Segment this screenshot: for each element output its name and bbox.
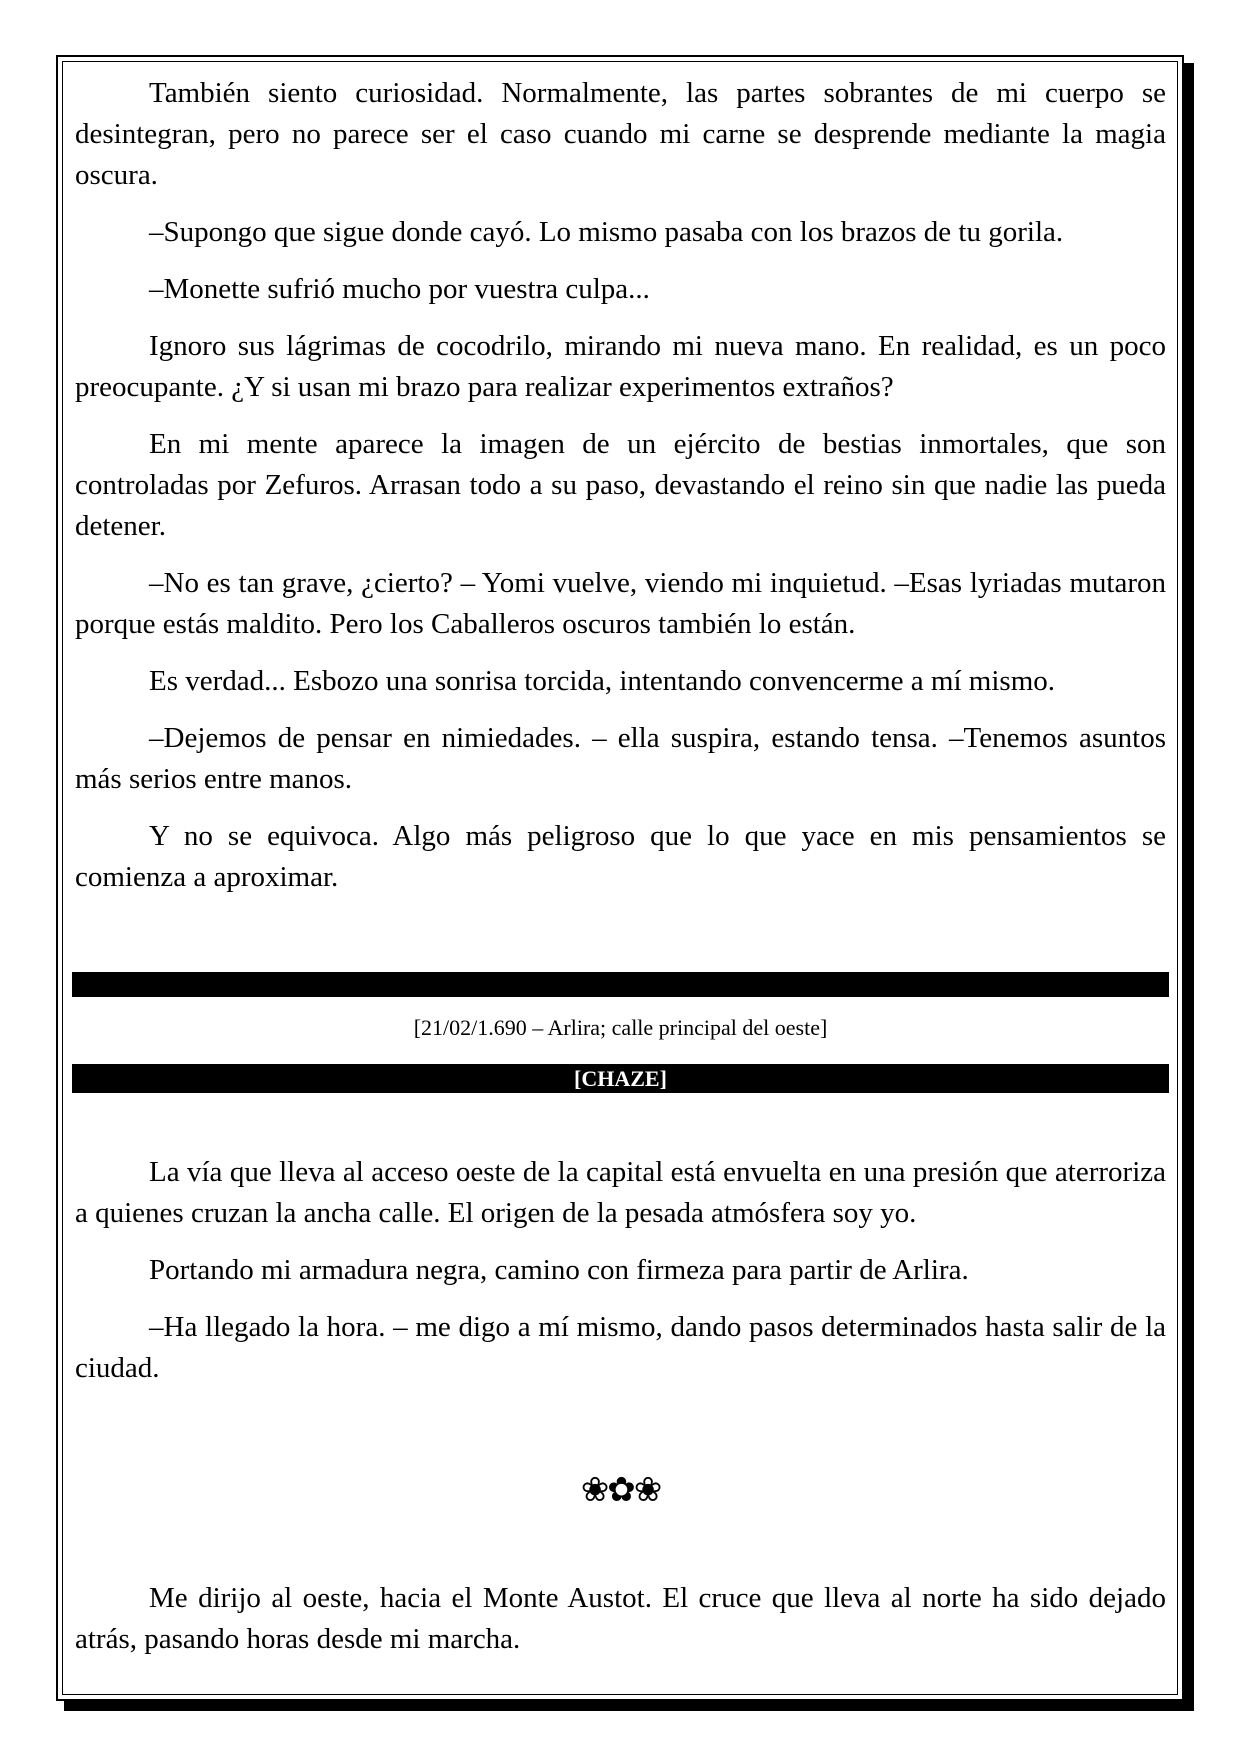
flower-ornament-divider: ❀✿❀ (580, 1470, 661, 1510)
paragraph: –Monette sufrió mucho por vuestra culpa... (149, 273, 650, 305)
paragraph: –No es tan grave, ¿cierto? – Yomi vuelve, viendo mi inquietud. –Esas lyriadas mutaron porque estás maldito. Pero los Caballeros oscuros también lo están. (75, 567, 1166, 640)
paragraph: Y no se equivoca. Algo más peligroso que lo que yace en mis pensamientos se comienza a aproximar. (75, 820, 1166, 893)
section-2-text (75, 1152, 1166, 1405)
paragraph: –Ha llegado la hora. – me digo a mí mismo, dando pasos determinados hasta salir de la ciudad. (75, 1311, 1166, 1384)
paragraph: Me dirijo al oeste, hacia el Monte Austot. El cruce que lleva al norte ha sido dejado atrás, pasando horas desde mi marcha. (75, 1582, 1166, 1655)
paragraph: En mi mente aparece la imagen de un ejército de bestias inmortales, que son controladas por Zefuros. Arrasan todo a su paso, devastando el reino sin que nadie las pueda detener. (75, 428, 1166, 542)
paragraph: Es verdad... Esbozo una sonrisa torcida, intentando convencerme a mí mismo. (149, 665, 1055, 697)
paragraph: Portando mi armadura negra, camino con firmeza para partir de Arlira. (149, 1254, 969, 1286)
scene-date-location: [21/02/1.690 – Arlira; calle principal del oeste] (413, 1015, 828, 1040)
paragraph: También siento curiosidad. Normalmente, las partes sobrantes de mi cuerpo se desintegran, pero no parece ser el caso cuando mi carne se desprende mediante la magia oscura. (75, 77, 1166, 191)
section-3-text (75, 1578, 1166, 1676)
scene-character-bar (72, 1064, 1169, 1093)
paragraph: Ignoro sus lágrimas de cocodrilo, mirando mi nueva mano. En realidad, es un poco preocupante. ¿Y si usan mi brazo para realizar experimentos extraños? (75, 330, 1166, 403)
paragraph: –Dejemos de pensar en nimiedades. – ella suspira, estando tensa. –Tenemos asuntos más serios entre manos. (75, 722, 1166, 795)
scene-divider-bar (72, 972, 1169, 997)
paragraph: –Supongo que sigue donde cayó. Lo mismo pasaba con los brazos de tu gorila. (149, 216, 1064, 248)
scene-character-name: [CHAZE] (574, 1066, 667, 1091)
paragraph: La vía que lleva al acceso oeste de la capital está envuelta en una presión que aterroriza a quienes cruzan la ancha calle. El origen de la pesada atmósfera soy yo. (75, 1156, 1166, 1229)
section-1-text (75, 73, 1166, 914)
